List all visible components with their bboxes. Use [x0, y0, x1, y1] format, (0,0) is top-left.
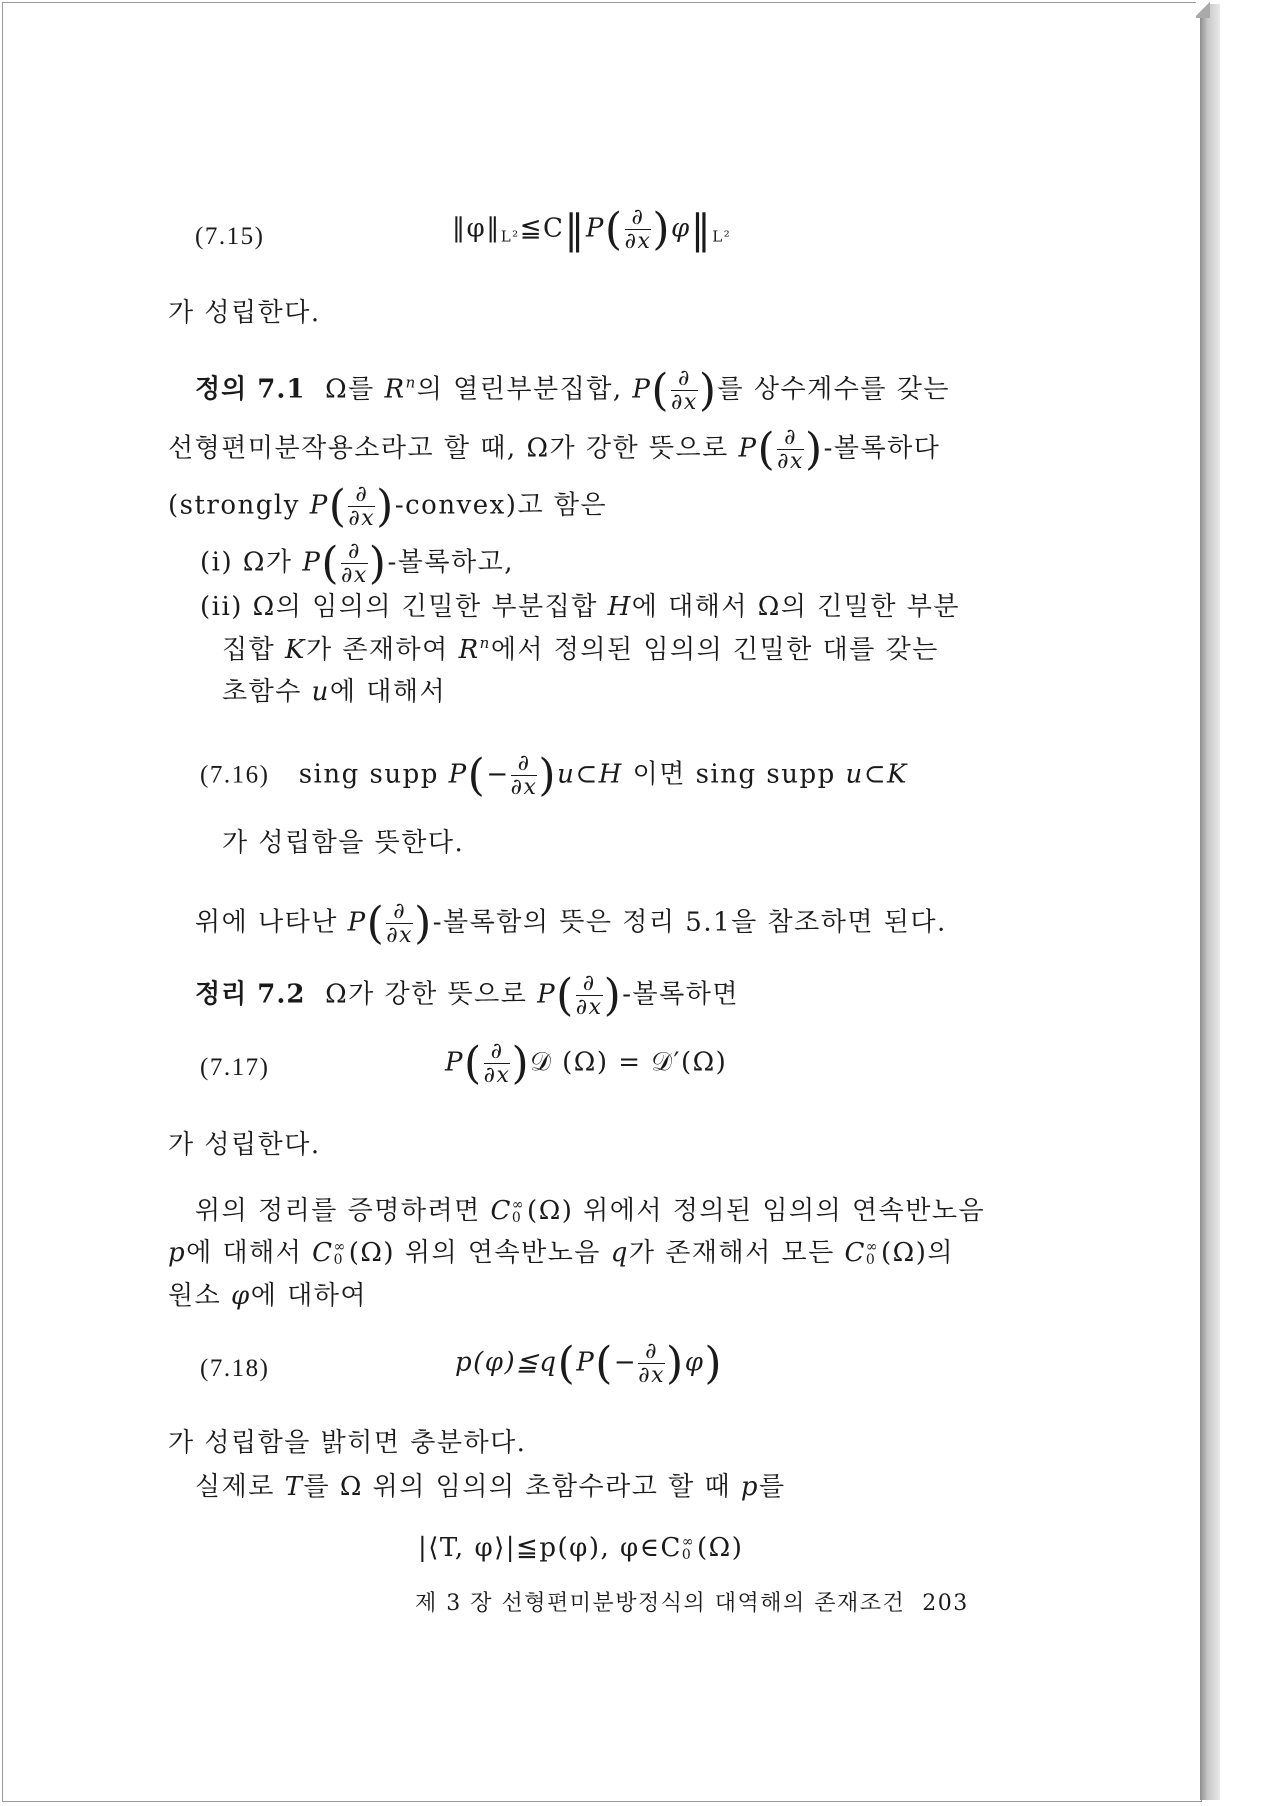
paragraph-line [195, 1474, 786, 1500]
text: (Ω) [697, 1533, 744, 1563]
sup: ∞ [511, 1197, 526, 1214]
text: Ω가 강한 뜻으로 [325, 979, 528, 1010]
fraction [386, 900, 413, 947]
text: 를 [759, 1472, 786, 1502]
text: (Ω) 위에서 정의된 임의의 연속반노음 [527, 1196, 986, 1226]
supsub [682, 1536, 695, 1561]
operator-P: P [347, 907, 367, 938]
definition-7-1-line-2 [168, 423, 941, 475]
definition-item-ii-line-1 [200, 594, 960, 620]
sup: ∞ [681, 1534, 696, 1551]
page-edge-shadow [1200, 4, 1220, 1800]
frac-den: ∂x [348, 506, 376, 532]
equation-7-16 [200, 749, 908, 801]
frac-num: ∂ [671, 367, 698, 391]
paren: ) [704, 1337, 724, 1389]
frac-den: ∂x [575, 995, 603, 1021]
text: (Ω) 위의 연속반노음 [348, 1238, 601, 1268]
text: 이면 sing supp [632, 759, 836, 790]
paren: ) [666, 1337, 685, 1389]
frac-den: ∂x [638, 1363, 666, 1389]
paren: ) [804, 423, 824, 475]
theorem-label: 정리 7.2 [195, 979, 306, 1010]
operator-P: P [585, 213, 605, 244]
phi: φ [671, 213, 691, 244]
frac-num: ∂ [576, 972, 603, 996]
definition-item-ii-line-3 [222, 679, 446, 705]
text: 집합 [222, 635, 276, 665]
definition-7-1-line-3 [168, 480, 608, 532]
text: 를 상수계수를 갖는 [717, 374, 950, 405]
paren: ) [368, 537, 388, 589]
text: sing supp [298, 759, 439, 790]
fraction [341, 540, 368, 587]
frac-den: ∂x [340, 563, 368, 589]
paren: ) [698, 364, 718, 416]
paragraph-line [168, 1240, 954, 1267]
running-footer [415, 1593, 969, 1615]
fraction [576, 972, 603, 1019]
fraction [484, 1040, 511, 1087]
minus: − [613, 1347, 638, 1378]
text: -볼록하고, [387, 547, 514, 578]
frac-den: ∂x [777, 449, 804, 475]
C: C [844, 1238, 866, 1268]
frac-num: ∂ [386, 900, 413, 924]
operator-P: P [309, 490, 329, 521]
frac-den: ∂x [386, 923, 414, 949]
text: u⊂H [557, 759, 623, 790]
minus: − [486, 759, 510, 790]
frac-num: ∂ [638, 1340, 665, 1364]
paren: ) [652, 203, 672, 255]
paragraph-line [195, 1198, 985, 1225]
paragraph-line: 가 성립한다. [168, 1130, 321, 1160]
paragraph-line [195, 897, 947, 949]
sup: ∞ [333, 1239, 347, 1256]
text: 를 Ω 위의 임의의 초함수라고 할 때 [303, 1472, 732, 1502]
paren: ( [604, 203, 624, 255]
operator-P: P [448, 759, 468, 790]
paren: ( [557, 1337, 577, 1389]
text: (ii) Ω의 임의의 긴밀한 부분집합 [200, 592, 598, 622]
text: 위에 나타난 [195, 907, 338, 938]
definition-label: 정의 7.1 [195, 374, 306, 405]
frac-den: ∂x [671, 390, 698, 416]
text: -볼록하다 [823, 433, 941, 464]
theorem-7-2 [195, 969, 740, 1021]
R: R [458, 635, 480, 665]
equation-number: (7.16) [200, 761, 270, 789]
paren: ( [321, 537, 340, 589]
frac-den: ∂x [510, 775, 538, 801]
supsub [512, 1199, 525, 1224]
n: n [405, 373, 417, 392]
equation-number: (7.17) [200, 1054, 270, 1081]
paren: ( [366, 897, 386, 949]
chapter-title: 제 3 장 선형편미분방정식의 대역해의 존재조건 [415, 1591, 906, 1616]
page-corner [1196, 0, 1210, 18]
text: 𝒟 (Ω) = 𝒟′(Ω) [530, 1047, 728, 1078]
text: 선형편미분작용소라고 할 때, Ω가 강한 뜻으로 [168, 433, 729, 464]
equation-number: (7.18) [200, 1355, 270, 1382]
paren: ( [651, 364, 671, 416]
text: -볼록함의 뜻은 정리 5.1을 참조하면 된다. [432, 907, 947, 938]
text: -볼록하면 [622, 979, 740, 1010]
sub: 0 [333, 1252, 344, 1268]
text: 실제로 [195, 1472, 275, 1502]
text: 원소 [168, 1281, 222, 1311]
H: H [607, 592, 632, 622]
fraction [777, 426, 804, 473]
frac-num: ∂ [511, 752, 538, 776]
paragraph-line [168, 1283, 367, 1309]
frac-num: ∂ [625, 206, 652, 230]
equation-7-17 [445, 1037, 728, 1089]
text: 초함수 [222, 677, 302, 707]
equation-7-18 [455, 1337, 724, 1389]
text: 가 존재해서 모든 [628, 1238, 835, 1268]
sup: ∞ [865, 1239, 880, 1256]
paragraph-line: 가 성립한다. [168, 298, 321, 328]
text: Ω를 [325, 374, 375, 405]
p: p [740, 1472, 760, 1502]
supsub [866, 1241, 879, 1266]
frac-num: ∂ [777, 426, 804, 450]
text: 에서 정의된 임의의 긴밀한 대를 갖는 [490, 635, 939, 665]
operator-P: P [537, 979, 557, 1010]
phi: φ [684, 1347, 705, 1378]
p: p [168, 1238, 187, 1268]
text: 에 대해서 Ω의 긴밀한 부분 [631, 592, 961, 622]
C: C [312, 1238, 334, 1268]
sub: 0 [511, 1210, 523, 1226]
eq-sub: L² [712, 227, 732, 246]
frac-num: ∂ [484, 1040, 511, 1064]
R: R [384, 374, 406, 405]
paren: ) [511, 1037, 531, 1089]
operator-P: P [302, 547, 322, 578]
paren: ( [467, 749, 487, 801]
paren: ( [556, 969, 575, 1021]
text: (i) Ω가 [200, 547, 293, 578]
paren: ( [464, 1037, 483, 1089]
fraction [625, 206, 652, 253]
T: T [284, 1472, 304, 1502]
norm-bar: ‖ [564, 206, 586, 253]
paren: ) [603, 969, 623, 1021]
sub: 0 [865, 1252, 877, 1268]
K: K [285, 635, 306, 665]
eq-sub: L² [500, 227, 520, 246]
paragraph-line: 가 성립함을 뜻한다. [222, 828, 465, 858]
frac-den: ∂x [624, 229, 652, 255]
operator-P: P [576, 1347, 596, 1378]
text: 위의 정리를 증명하려면 [195, 1196, 481, 1226]
supsub [334, 1241, 347, 1266]
paren: ( [328, 480, 348, 532]
text: 에 대해서 [186, 1238, 303, 1268]
n: n [479, 634, 491, 652]
paren: ( [757, 423, 777, 475]
operator-P: P [738, 433, 758, 464]
text: |⟨T, φ⟩|≦p(φ), φ∈C [418, 1533, 682, 1563]
eq-rel: ≦C [519, 213, 565, 244]
paragraph-line: 가 성립함을 밝히면 충분하다. [168, 1428, 527, 1458]
paren: ) [376, 480, 395, 532]
operator-P: P [632, 374, 652, 405]
paren: ( [595, 1337, 614, 1389]
text: -convex)고 함은 [394, 490, 608, 521]
frac-num: ∂ [341, 540, 368, 564]
definition-item-ii-line-2 [222, 636, 939, 663]
paren: ) [538, 749, 558, 801]
text: (strongly [168, 490, 300, 521]
C: C [490, 1196, 512, 1226]
text: u⊂K [845, 759, 908, 790]
equation-7-15 [452, 203, 732, 255]
text: 의 열린부분집합, [416, 374, 623, 405]
equation-last [418, 1535, 743, 1562]
fraction [638, 1340, 665, 1387]
phi: φ [231, 1281, 251, 1311]
paren: ) [414, 897, 433, 949]
text: 가 존재하여 [305, 635, 449, 665]
text: 에 대하여 [250, 1281, 367, 1311]
definition-7-1-line-1 [195, 364, 950, 416]
fraction [348, 483, 375, 530]
frac-den: ∂x [483, 1063, 511, 1089]
q: q [610, 1238, 629, 1268]
sub: 0 [681, 1547, 693, 1563]
u: u [311, 677, 330, 707]
operator-P: P [445, 1047, 464, 1078]
eq-lhs: ‖φ‖ [452, 213, 501, 244]
frac-num: ∂ [348, 483, 375, 507]
definition-item-i [200, 537, 514, 589]
text: p(φ)≦q [455, 1347, 558, 1378]
text: (Ω)의 [881, 1238, 954, 1268]
page-number: 203 [922, 1591, 969, 1616]
text: 에 대해서 [329, 677, 447, 707]
fraction [511, 752, 538, 799]
norm-bar: ‖ [690, 206, 713, 253]
equation-number: (7.15) [195, 223, 265, 250]
fraction [671, 367, 698, 414]
